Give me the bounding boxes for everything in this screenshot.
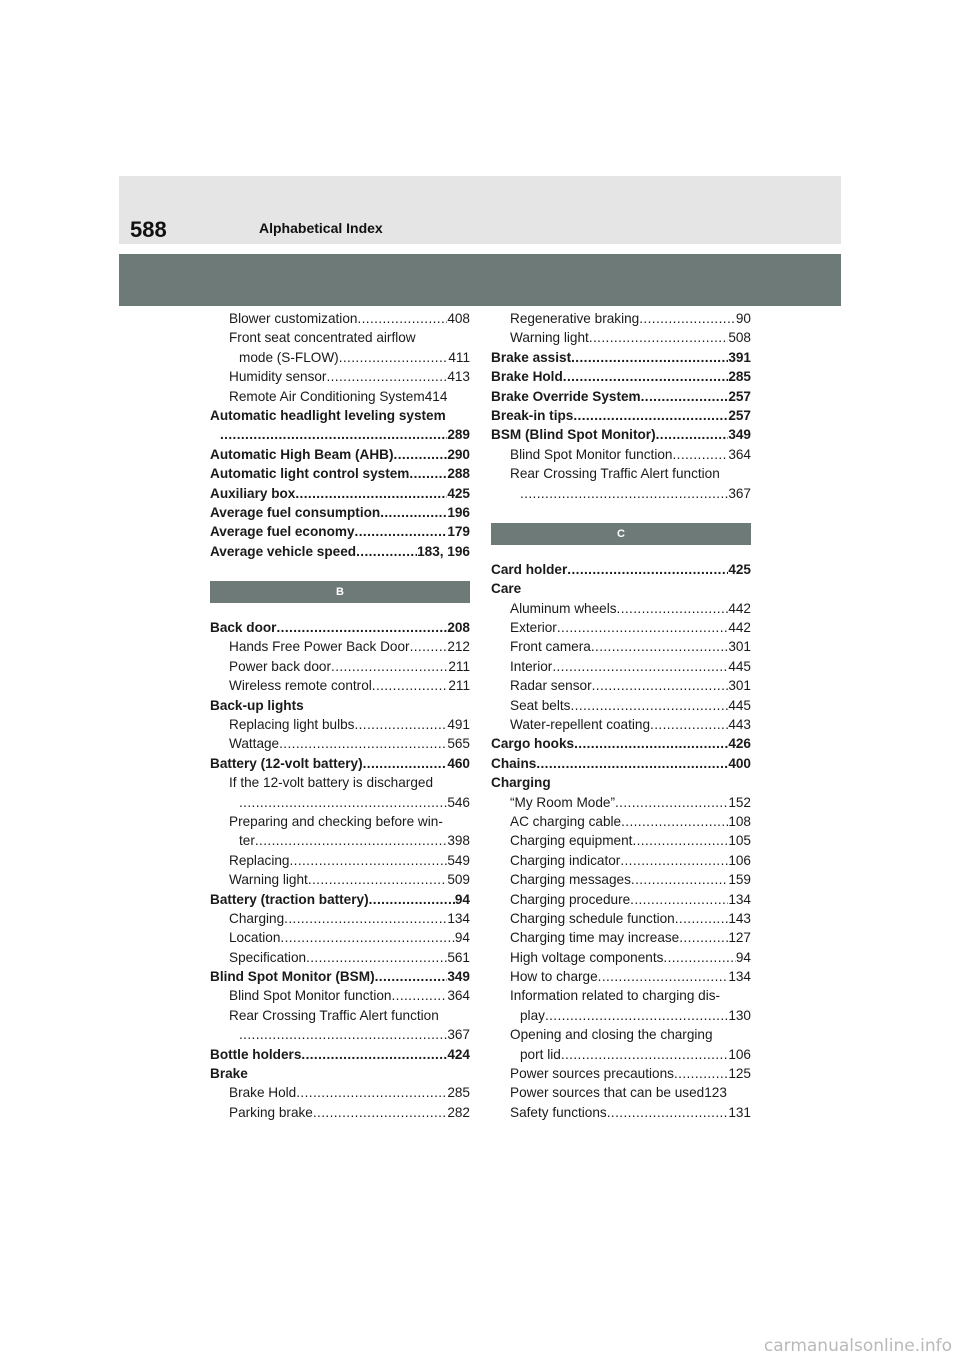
index-entry: Charging messages ..... 159 (491, 870, 751, 889)
index-entry: Aluminum wheels ..... 442 (491, 599, 751, 618)
index-entry: Regenerative braking ..... 90 (491, 309, 751, 328)
index-entry: Remote Air Conditioning System 414 (229, 388, 448, 404)
index-entry: Parking brake ..... 282 (210, 1103, 470, 1122)
index-entry: Location ..... 94 (210, 928, 470, 947)
index-entry-continued: ..... 367 (491, 484, 751, 503)
page-number: 588 (130, 217, 167, 242)
index-entry: Wireless remote control ..... 211 (210, 676, 470, 695)
index-entry: Opening and closing the charging (510, 1027, 713, 1043)
index-heading: Average vehicle speed ..... 183, 196 (210, 542, 470, 561)
watermark-url: carmanualsonline.info (763, 1336, 952, 1356)
index-entry: Power sources precautions ..... 125 (491, 1064, 751, 1083)
page-title: Alphabetical Index (259, 220, 383, 236)
index-entry: Brake Hold ..... 285 (210, 1083, 470, 1102)
index-entry: Blower customization ..... 408 (210, 309, 470, 328)
index-heading: Chains ..... 400 (491, 754, 751, 773)
index-entry: Charging equipment ..... 105 (491, 831, 751, 850)
index-entry: Safety functions ..... 131 (491, 1103, 751, 1122)
index-heading: Automatic headlight leveling system (210, 407, 446, 423)
index-entry: “My Room Mode” ..... 152 (491, 793, 751, 812)
header-band (119, 254, 841, 306)
index-column-right (491, 309, 751, 1122)
index-heading: Battery (12-volt battery) ..... 460 (210, 754, 470, 773)
index-entry: Preparing and checking before win- (229, 813, 443, 829)
index-heading: Card holder ..... 425 (491, 560, 751, 579)
index-entry: Charging schedule function ..... 143 (491, 909, 751, 928)
index-heading: Brake Override System ..... 257 (491, 387, 751, 406)
index-heading: Average fuel economy ..... 179 (210, 522, 470, 541)
index-entry-continued: play ..... 130 (491, 1006, 751, 1025)
index-entry: Blind Spot Monitor function ..... 364 (210, 987, 470, 1006)
index-entry: Replacing ..... 549 (210, 851, 470, 870)
index-entry: Power sources that can be used 123 (510, 1085, 727, 1101)
index-heading: BSM (Blind Spot Monitor) ..... 349 (491, 425, 751, 444)
index-heading-continued: ..... 289 (210, 425, 470, 444)
index-heading: Automatic High Beam (AHB) ..... 290 (210, 445, 470, 464)
index-heading: Auxiliary box ..... 425 (210, 484, 470, 503)
index-entry: Hands Free Power Back Door ..... 212 (210, 637, 470, 656)
index-entry: Specification ..... 561 (210, 948, 470, 967)
index-heading: Care (491, 581, 522, 597)
index-heading: Brake Hold ..... 285 (491, 367, 751, 386)
index-entry: Interior ..... 445 (491, 657, 751, 676)
index-heading: Brake assist ..... 391 (491, 348, 751, 367)
index-entry-continued: ter ..... 398 (210, 831, 470, 850)
index-entry: Blind Spot Monitor function ..... 364 (491, 445, 751, 464)
index-heading: Charging (491, 775, 551, 791)
index-entry: Seat belts ..... 445 (491, 696, 751, 715)
index-entry: Humidity sensor ..... 413 (210, 367, 470, 386)
index-entry: Information related to charging dis- (510, 988, 721, 1004)
header-bar (119, 176, 841, 244)
index-heading: Back door ..... 208 (210, 618, 470, 637)
index-heading: Back-up lights (210, 697, 304, 713)
index-heading: Automatic light control system ..... 288 (210, 464, 470, 483)
index-entry: How to charge ..... 134 (491, 967, 751, 986)
index-entry-continued: mode (S-FLOW) ..... 411 (210, 348, 470, 367)
section-header-b: B (210, 581, 470, 603)
index-entry: Rear Crossing Traffic Alert function (510, 466, 720, 482)
index-entry: Power back door ..... 211 (210, 657, 470, 676)
index-entry: Warning light ..... 508 (491, 328, 751, 347)
index-entry: Replacing light bulbs ..... 491 (210, 715, 470, 734)
index-heading: Average fuel consumption ..... 196 (210, 503, 470, 522)
index-entry: Charging ..... 134 (210, 909, 470, 928)
index-heading: Battery (traction battery) ..... 94 (210, 890, 470, 909)
index-heading: Brake (210, 1066, 248, 1082)
index-entry: Water-repellent coating ..... 443 (491, 715, 751, 734)
index-entry: Exterior ..... 442 (491, 618, 751, 637)
index-heading: Break-in tips ..... 257 (491, 406, 751, 425)
index-entry: Charging procedure ..... 134 (491, 890, 751, 909)
index-entry: Warning light ..... 509 (210, 870, 470, 889)
index-entry: AC charging cable ..... 108 (491, 812, 751, 831)
index-heading: Blind Spot Monitor (BSM) ..... 349 (210, 967, 470, 986)
index-entry-continued: ..... 546 (210, 793, 470, 812)
index-entry: Wattage ..... 565 (210, 734, 470, 753)
index-entry: Charging time may increase ..... 127 (491, 928, 751, 947)
index-heading: Bottle holders ..... 424 (210, 1045, 470, 1064)
index-entry: Rear Crossing Traffic Alert function (229, 1007, 439, 1023)
index-entry-continued: port lid ..... 106 (491, 1045, 751, 1064)
index-entry-continued: ..... 367 (210, 1025, 470, 1044)
index-entry: If the 12-volt battery is discharged (229, 775, 434, 791)
index-heading: Cargo hooks ..... 426 (491, 734, 751, 753)
index-entry: High voltage components ..... 94 (491, 948, 751, 967)
index-column-left (210, 309, 470, 1122)
index-entry: Front camera ..... 301 (491, 637, 751, 656)
index-entry: Front seat concentrated airflow (229, 330, 416, 346)
section-header-c: C (491, 523, 751, 545)
index-entry: Radar sensor ..... 301 (491, 676, 751, 695)
index-entry: Charging indicator ..... 106 (491, 851, 751, 870)
